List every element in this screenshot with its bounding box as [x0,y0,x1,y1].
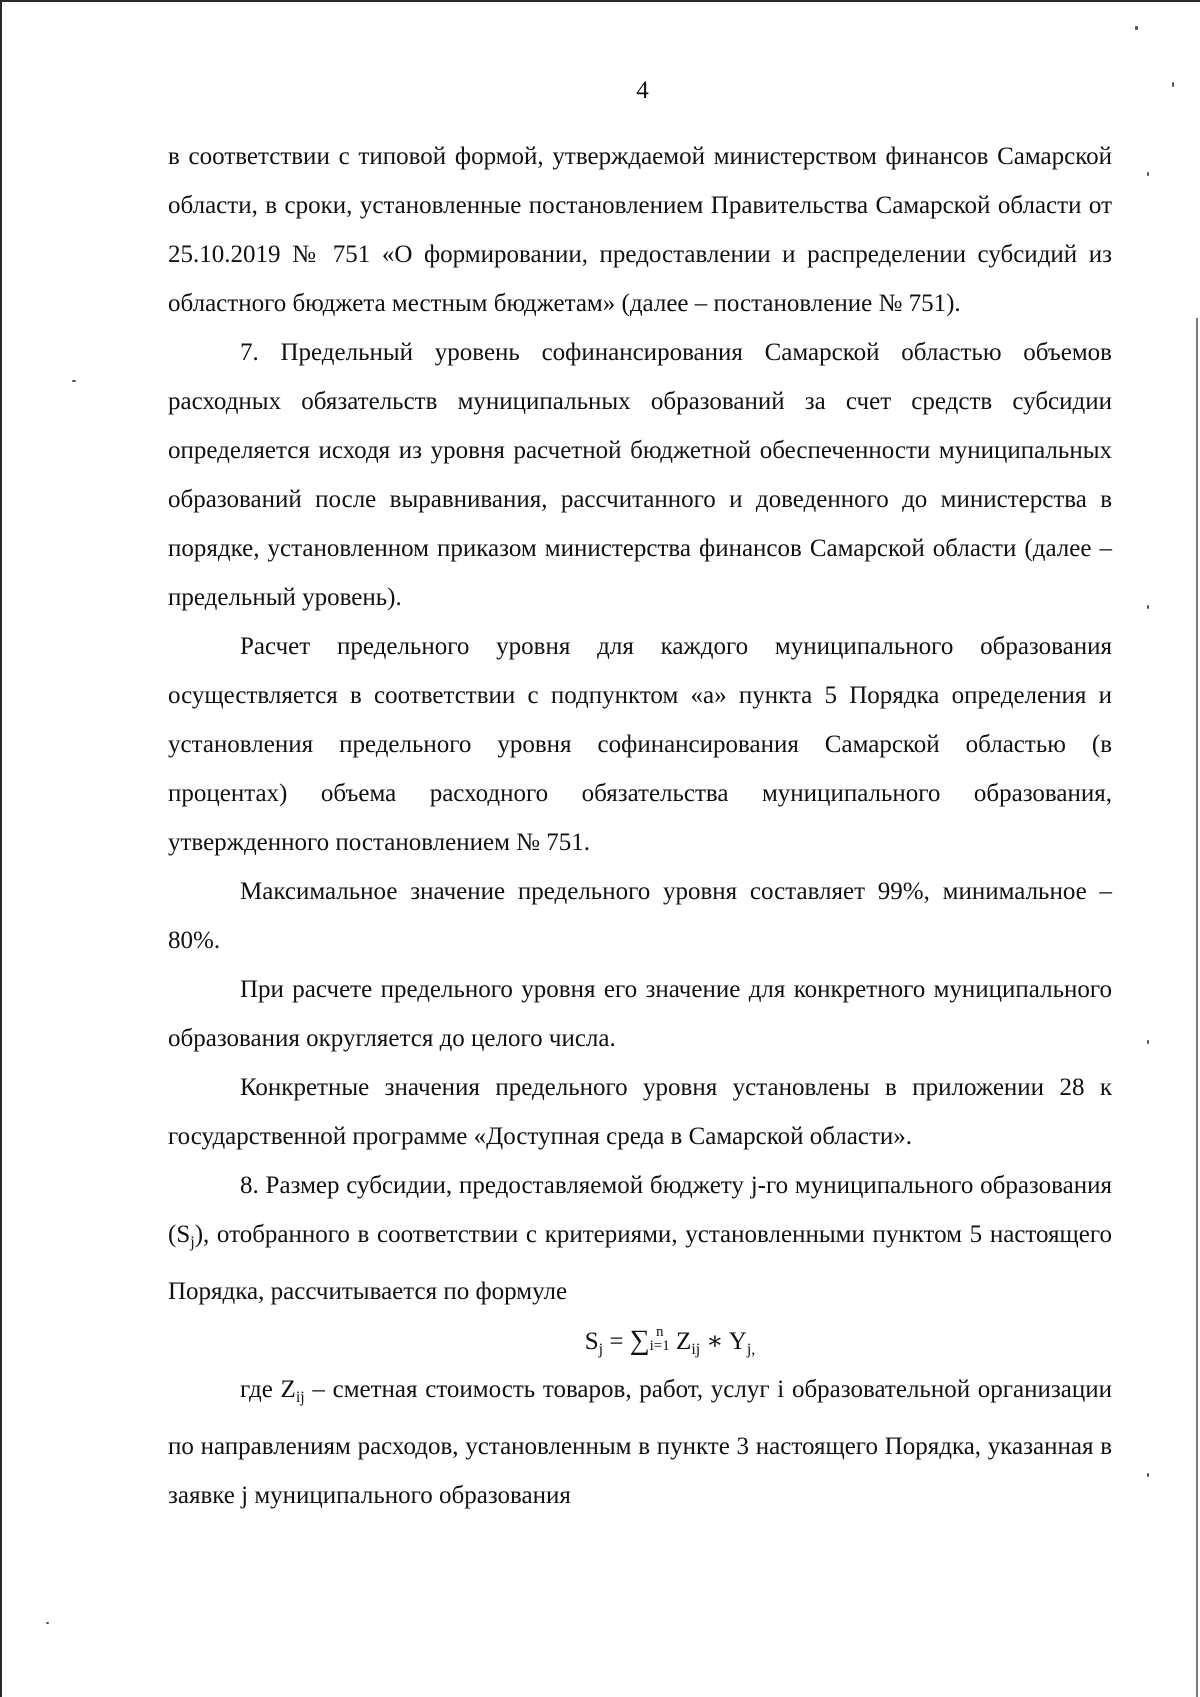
formula-z-subscript: ij [691,1341,701,1358]
paragraph-where-text: где Z [240,1376,296,1403]
paragraph-continuation: в соответствии с типовой формой, утверждаемой министерством финансов Самарской области, в сроки, установленные постановлением Правительства Самарской области от 25.10.2019 № 751 «О формировании, предоставлении и распределении субсидий из областного бюджета местным бюджетам» (далее – постановление № 751). [168,143,1112,317]
formula-z: Z [669,1328,692,1355]
paragraph-calculation: Расчет предельного уровня для каждого муниципального образования осуществляется в соответствии с подпунктом «а» пункта 5 Порядка определения и установления предельного уровня софинансирования Самарской областью (в процентах) объема расходного обязательства муниципального образования, утвержденного постановлением № 751. [168,633,1112,856]
summation-upper-limit: n [655,1324,664,1341]
subscript: ij [295,1389,305,1406]
paragraph-appendix: Конкретные значения предельного уровня установлены в приложении 28 к государственной программе «Доступная среда в Самарской области». [168,1074,1112,1150]
subsidy-formula [168,1316,1112,1365]
summation-lower-limit: i=1 [649,1338,670,1355]
formula-lhs: S [584,1328,599,1355]
paragraph-item-8-text: 8. Размер субсидии, предоставляемой бюджету j-го муниципального образования (S [168,1172,1112,1248]
formula-y-subscript: j, [746,1341,756,1358]
page-number: 4 [636,77,649,104]
document-body [168,132,1119,1520]
paragraph-where [168,1365,1119,1520]
scan-edge-right [1196,318,1198,1697]
scan-speck [1147,1040,1149,1044]
scan-speck [46,1622,49,1624]
formula-times-y: ∗ Y [700,1328,747,1355]
scan-speck [1135,26,1138,30]
paragraph-rounding: При расчете предельного уровня его значение для конкретного муниципального образования округляется до целого числа. [168,976,1112,1052]
paragraph-where-text: – сметная стоимость товаров, работ, услуг i образовательной организации по направлениям расходов, установленным в пункте 3 настоящего Порядка, указанная в заявке j муниципального образования [168,1376,1119,1509]
paragraph-item-8 [168,1161,1112,1316]
scan-speck [72,380,76,382]
paragraph-limits: Максимальное значение предельного уровня составляет 99%, минимальное – 80%. [168,878,1112,954]
formula-equals: = [603,1328,630,1355]
subscript: j [190,1234,195,1251]
scan-edge-top [0,0,1200,2]
paragraph-item-8-text: ), отобранного в соответствии с критериями, установленными пунктом 5 настоящего Порядка, рассчитывается по формуле [168,1221,1112,1305]
summation-sign: ∑ [629,1325,650,1356]
paragraph-item-7: 7. Предельный уровень софинансирования Самарской областью объемов расходных обязательств муниципальных образований за счет средств субсидии определяется исходя из уровня расчетной бюджетной обеспеченности муниципальных образований после выравнивания, рассчитанного и доведенного до министерства в порядке, установленном приказом министерства финансов Самарской области (далее – предельный уровень). [168,339,1112,611]
scan-edge-left [0,0,2,1697]
scan-speck [1147,605,1149,609]
scan-speck [1147,1473,1149,1477]
scan-speck [1147,172,1149,176]
formula-lhs-subscript: j [598,1341,604,1358]
summation-limits [650,1325,670,1353]
